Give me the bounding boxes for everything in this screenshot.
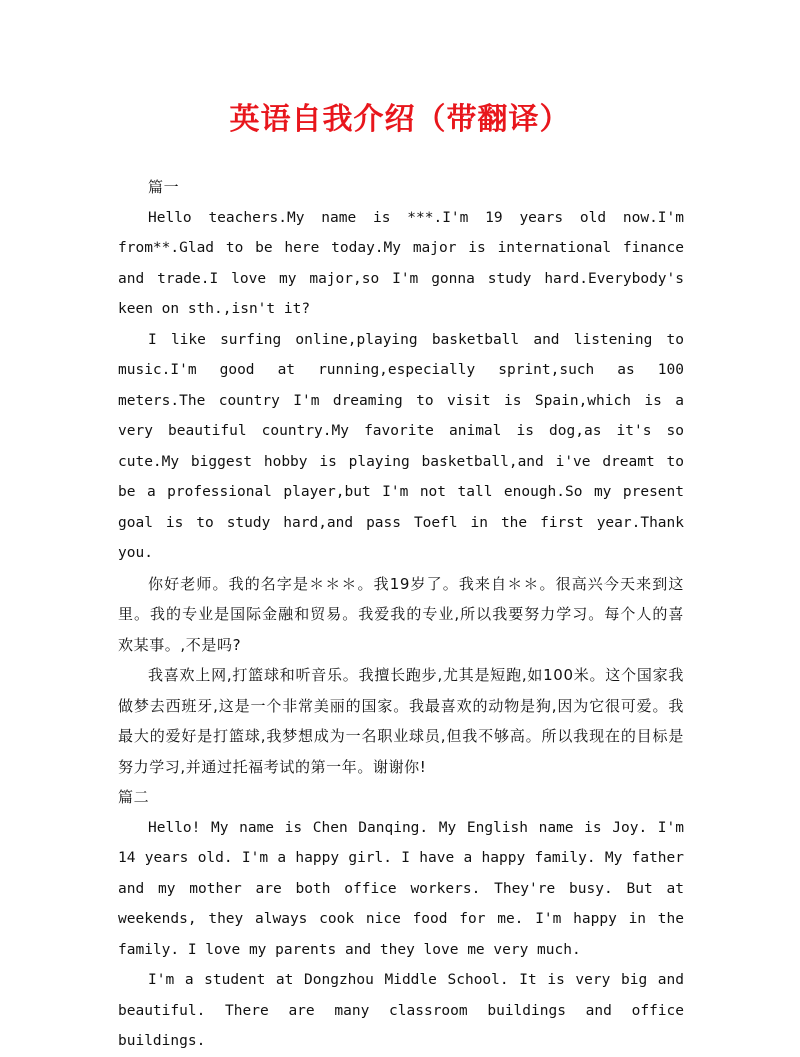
document-title: 英语自我介绍（带翻译） bbox=[229, 102, 571, 137]
paragraph-zh-1: 你好老师。我的名字是＊＊＊。我19岁了。我来自＊＊。很高兴今天来到这里。我的专业是国际金融和贸易。我爱我的专业,所以我要努力学习。每个人的喜欢某事。,不是吗? bbox=[118, 574, 684, 654]
section-heading-2: 篇二 bbox=[118, 788, 150, 806]
paragraph-zh-2: 我喜欢上网,打篮球和听音乐。我擅长跑步,尤其是短跑,如100米。这个国家我做梦去西班牙,这是一个非常美丽的国家。我最喜欢的动物是狗,因为它很可爱。我最大的爱好是打篮球,我梦想成为一名职业球员,但我不够高。所以我现在的目标是努力学习,并通过托福考试的第一年。谢谢你! bbox=[118, 666, 684, 776]
paragraph-en-2: I like surfing online,playing basketball and listening to music.I'm good at running,especially sprint,such as 100 meters.The country I'm dreaming to visit is Spain,which is a very beautiful country.My favorite animal is dog,as it's so cute.My biggest hobby is playing basketball,and i've dreamt to be a professional player,but I'm not tall enough.So my present goal is to study hard,and pass Toefl in the first year.Thank you. bbox=[118, 331, 684, 561]
document-body bbox=[118, 172, 684, 1057]
paragraph-en-1: Hello teachers.My name is ***.I'm 19 years old now.I'm from**.Glad to be here today.My major is international finance and trade.I love my major,so I'm gonna study hard.Everybody's keen on sth.,isn't it? bbox=[118, 209, 684, 317]
paragraph-en-3: Hello! My name is Chen Danqing. My English name is Joy. I'm 14 years old. I'm a happy girl. I have a happy family. My father and my mother are both office workers. They're busy. But at weekends, they always cook nice food for me. I'm happy in the family. I love my parents and they love me very much. bbox=[118, 819, 684, 958]
paragraph-en-4: I'm a student at Dongzhou Middle School. It is very big and beautiful. There are many classroom buildings and office buildings. bbox=[118, 972, 684, 1049]
section-heading-1: 篇一 bbox=[148, 178, 180, 196]
